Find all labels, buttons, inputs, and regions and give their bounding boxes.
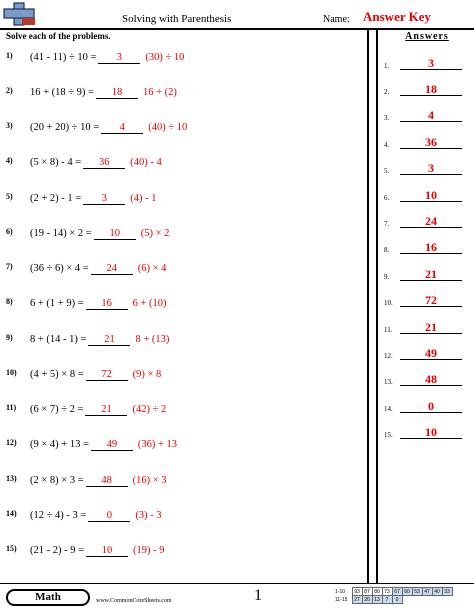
problem-row [6, 86, 177, 104]
score-cell: 13 [372, 596, 382, 604]
header-rule [0, 28, 474, 30]
score-cell: 33 [442, 588, 452, 596]
answer-key-item [382, 240, 472, 258]
answer-blank[interactable]: 21 [85, 403, 127, 416]
score-cell: 20 [362, 596, 372, 604]
footer-rule [0, 583, 474, 584]
problem-number: 15) [6, 544, 17, 553]
answer-key-value: 36 [400, 135, 462, 149]
score-cell: 0 [392, 596, 402, 604]
name-label: Name: [323, 14, 350, 25]
answer-blank[interactable]: 3 [98, 51, 140, 64]
problem-work: (30) ÷ 10 [145, 52, 185, 63]
problem-row [6, 544, 165, 562]
problem-work: 8 + (13) [135, 334, 170, 345]
score-cell: 7 [382, 596, 392, 604]
score-cell: 87 [362, 588, 372, 596]
problem-expression: (41 - 11) ÷ 10 = [30, 52, 97, 63]
site-url: www.CommonCoreSheets.com [96, 598, 172, 604]
problem-work: (19) - 9 [133, 545, 165, 556]
problem-row [6, 121, 187, 139]
answer-key-item [382, 320, 472, 338]
problem-number: 9) [6, 333, 13, 342]
problem-expression: 8 + (14 - 1) = [30, 334, 87, 345]
score-cell: 47 [422, 588, 432, 596]
answer-key-number: 9. [384, 273, 390, 281]
score-row [335, 588, 452, 596]
problem-work: (9) × 8 [132, 369, 162, 380]
problem-expression: (21 - 2) - 9 = [30, 545, 85, 556]
answer-key-item [382, 267, 472, 285]
problem-expression: (9 × 4) + 13 = [30, 439, 89, 450]
problem-number: 13) [6, 474, 17, 483]
score-cell: 27 [352, 596, 362, 604]
answer-blank[interactable]: 0 [88, 509, 130, 522]
score-cell: 53 [412, 588, 422, 596]
answer-key-value: 3 [400, 161, 462, 175]
answer-key-item [382, 346, 472, 364]
problem-row [6, 297, 167, 315]
answer-key-number: 6. [384, 194, 390, 202]
answer-blank[interactable]: 48 [86, 474, 128, 487]
answer-key-number: 12. [384, 352, 393, 360]
problem-row [6, 262, 166, 280]
problem-work: 16 + (2) [142, 87, 177, 98]
answer-key-item [382, 214, 472, 232]
answer-key-number: 3. [384, 114, 390, 122]
answer-key-item [382, 82, 472, 100]
problem-work: (42) ÷ 2 [132, 404, 167, 415]
problem-number: 2) [6, 86, 13, 95]
answer-blank[interactable]: 72 [86, 368, 128, 381]
problem-row [6, 51, 184, 69]
answer-key-item [382, 372, 472, 390]
answer-key-item [382, 108, 472, 126]
answer-blank[interactable]: 21 [88, 333, 130, 346]
problem-work: (5) × 2 [140, 228, 170, 239]
score-row-label: 1-10 [335, 588, 346, 595]
answer-key-value: 0 [400, 399, 462, 413]
plus-sign-logo-icon [2, 2, 36, 26]
problem-row [6, 156, 162, 174]
answer-key-item [382, 161, 472, 179]
answer-key-number: 5. [384, 167, 390, 175]
answer-key-value: 3 [400, 56, 462, 70]
problem-number: 14) [6, 509, 17, 518]
score-cell: 93 [352, 588, 362, 596]
problem-row [6, 192, 156, 210]
page-number: 1 [254, 587, 262, 604]
answer-key-value: 16 [400, 240, 462, 254]
answer-blank[interactable]: 24 [91, 262, 133, 275]
column-divider-left [367, 28, 369, 583]
answer-blank[interactable]: 4 [101, 121, 143, 134]
answer-blank[interactable]: 49 [91, 438, 133, 451]
answer-key-value: 21 [400, 267, 462, 281]
problem-number: 4) [6, 156, 13, 165]
problem-expression: (2 × 8) × 3 = [30, 475, 84, 486]
problem-expression: (12 ÷ 4) - 3 = [30, 510, 87, 521]
problem-work: (40) ÷ 10 [148, 122, 188, 133]
problem-work: (16) × 3 [132, 475, 167, 486]
answer-key-number: 4. [384, 141, 390, 149]
score-cell: 60 [402, 588, 412, 596]
answer-key-value: 10 [400, 188, 462, 202]
problem-row [6, 403, 166, 421]
score-cell: 80 [372, 588, 382, 596]
page-title: Solving with Parenthesis [122, 13, 232, 25]
name-value: Answer Key [363, 9, 432, 24]
answer-key-item [382, 399, 472, 417]
problem-expression: (2 + 2) - 1 = [30, 193, 82, 204]
problem-number: 11) [6, 403, 17, 412]
problem-work: (6) × 4 [137, 263, 167, 274]
answer-key-item [382, 293, 472, 311]
answer-key-number: 11. [384, 326, 393, 334]
problem-row [6, 368, 161, 386]
score-row [335, 596, 452, 604]
score-cell: 73 [382, 588, 392, 596]
answer-key-number: 1. [384, 62, 390, 70]
problem-work: (4) - 1 [130, 193, 157, 204]
score-row-label: 11-15 [335, 596, 348, 603]
column-divider-right [376, 28, 378, 583]
problem-row [6, 227, 169, 245]
answer-key-value: 49 [400, 346, 462, 360]
answer-key-value: 18 [400, 82, 462, 96]
answer-blank[interactable]: 3 [83, 192, 125, 205]
problem-row [6, 438, 177, 456]
answer-key-number: 15. [384, 431, 393, 439]
problem-row [6, 509, 162, 527]
problem-work: (40) - 4 [130, 157, 162, 168]
answer-key-value: 10 [400, 425, 462, 439]
problem-work: (36) + 13 [137, 439, 178, 450]
problem-row [6, 333, 169, 351]
problem-expression: 16 + (18 ÷ 9) = [30, 87, 94, 98]
answer-key-number: 2. [384, 88, 390, 96]
problem-work: (3) - 3 [135, 510, 162, 521]
answer-key-value: 48 [400, 372, 462, 386]
answer-key-number: 7. [384, 220, 390, 228]
answer-key-item [382, 188, 472, 206]
subject-badge: Math [6, 589, 90, 606]
answer-key-number: 14. [384, 405, 393, 413]
instructions: Solve each of the problems. [6, 31, 111, 41]
answer-key-item [382, 135, 472, 153]
answer-key-value: 21 [400, 320, 462, 334]
problem-expression: (20 + 20) ÷ 10 = [30, 122, 100, 133]
problem-number: 3) [6, 121, 13, 130]
problem-work: 6 + (10) [132, 298, 167, 309]
problem-number: 10) [6, 368, 17, 377]
answer-key-item [382, 56, 472, 74]
score-table [335, 587, 453, 604]
problem-number: 1) [6, 51, 13, 60]
answer-blank[interactable]: 18 [96, 86, 138, 99]
problem-number: 8) [6, 297, 13, 306]
score-cell: 67 [392, 588, 402, 596]
answer-key-value: 24 [400, 214, 462, 228]
problem-number: 12) [6, 438, 17, 447]
answer-key-number: 8. [384, 246, 390, 254]
problem-row [6, 474, 167, 492]
problem-number: 5) [6, 192, 13, 201]
answer-blank[interactable]: 10 [86, 544, 128, 557]
score-cell: 40 [432, 588, 442, 596]
answer-key-item [382, 425, 472, 443]
problem-expression: (5 × 8) - 4 = [30, 157, 82, 168]
answers-title: Answers [405, 31, 449, 42]
answer-blank[interactable]: 36 [83, 156, 125, 169]
problem-expression: (4 + 5) × 8 = [30, 369, 84, 380]
problem-expression: (6 × 7) ÷ 2 = [30, 404, 84, 415]
answer-key-value: 4 [400, 108, 462, 122]
answer-blank[interactable]: 10 [94, 227, 136, 240]
problem-number: 7) [6, 262, 13, 271]
problem-expression: 6 + (1 + 9) = [30, 298, 84, 309]
answer-key-number: 13. [384, 378, 393, 386]
problem-number: 6) [6, 227, 13, 236]
problem-expression: (19 - 14) × 2 = [30, 228, 92, 239]
answer-key-value: 72 [400, 293, 462, 307]
answer-blank[interactable]: 16 [86, 297, 128, 310]
answer-key-number: 10. [384, 299, 393, 307]
problem-expression: (36 ÷ 6) × 4 = [30, 263, 89, 274]
